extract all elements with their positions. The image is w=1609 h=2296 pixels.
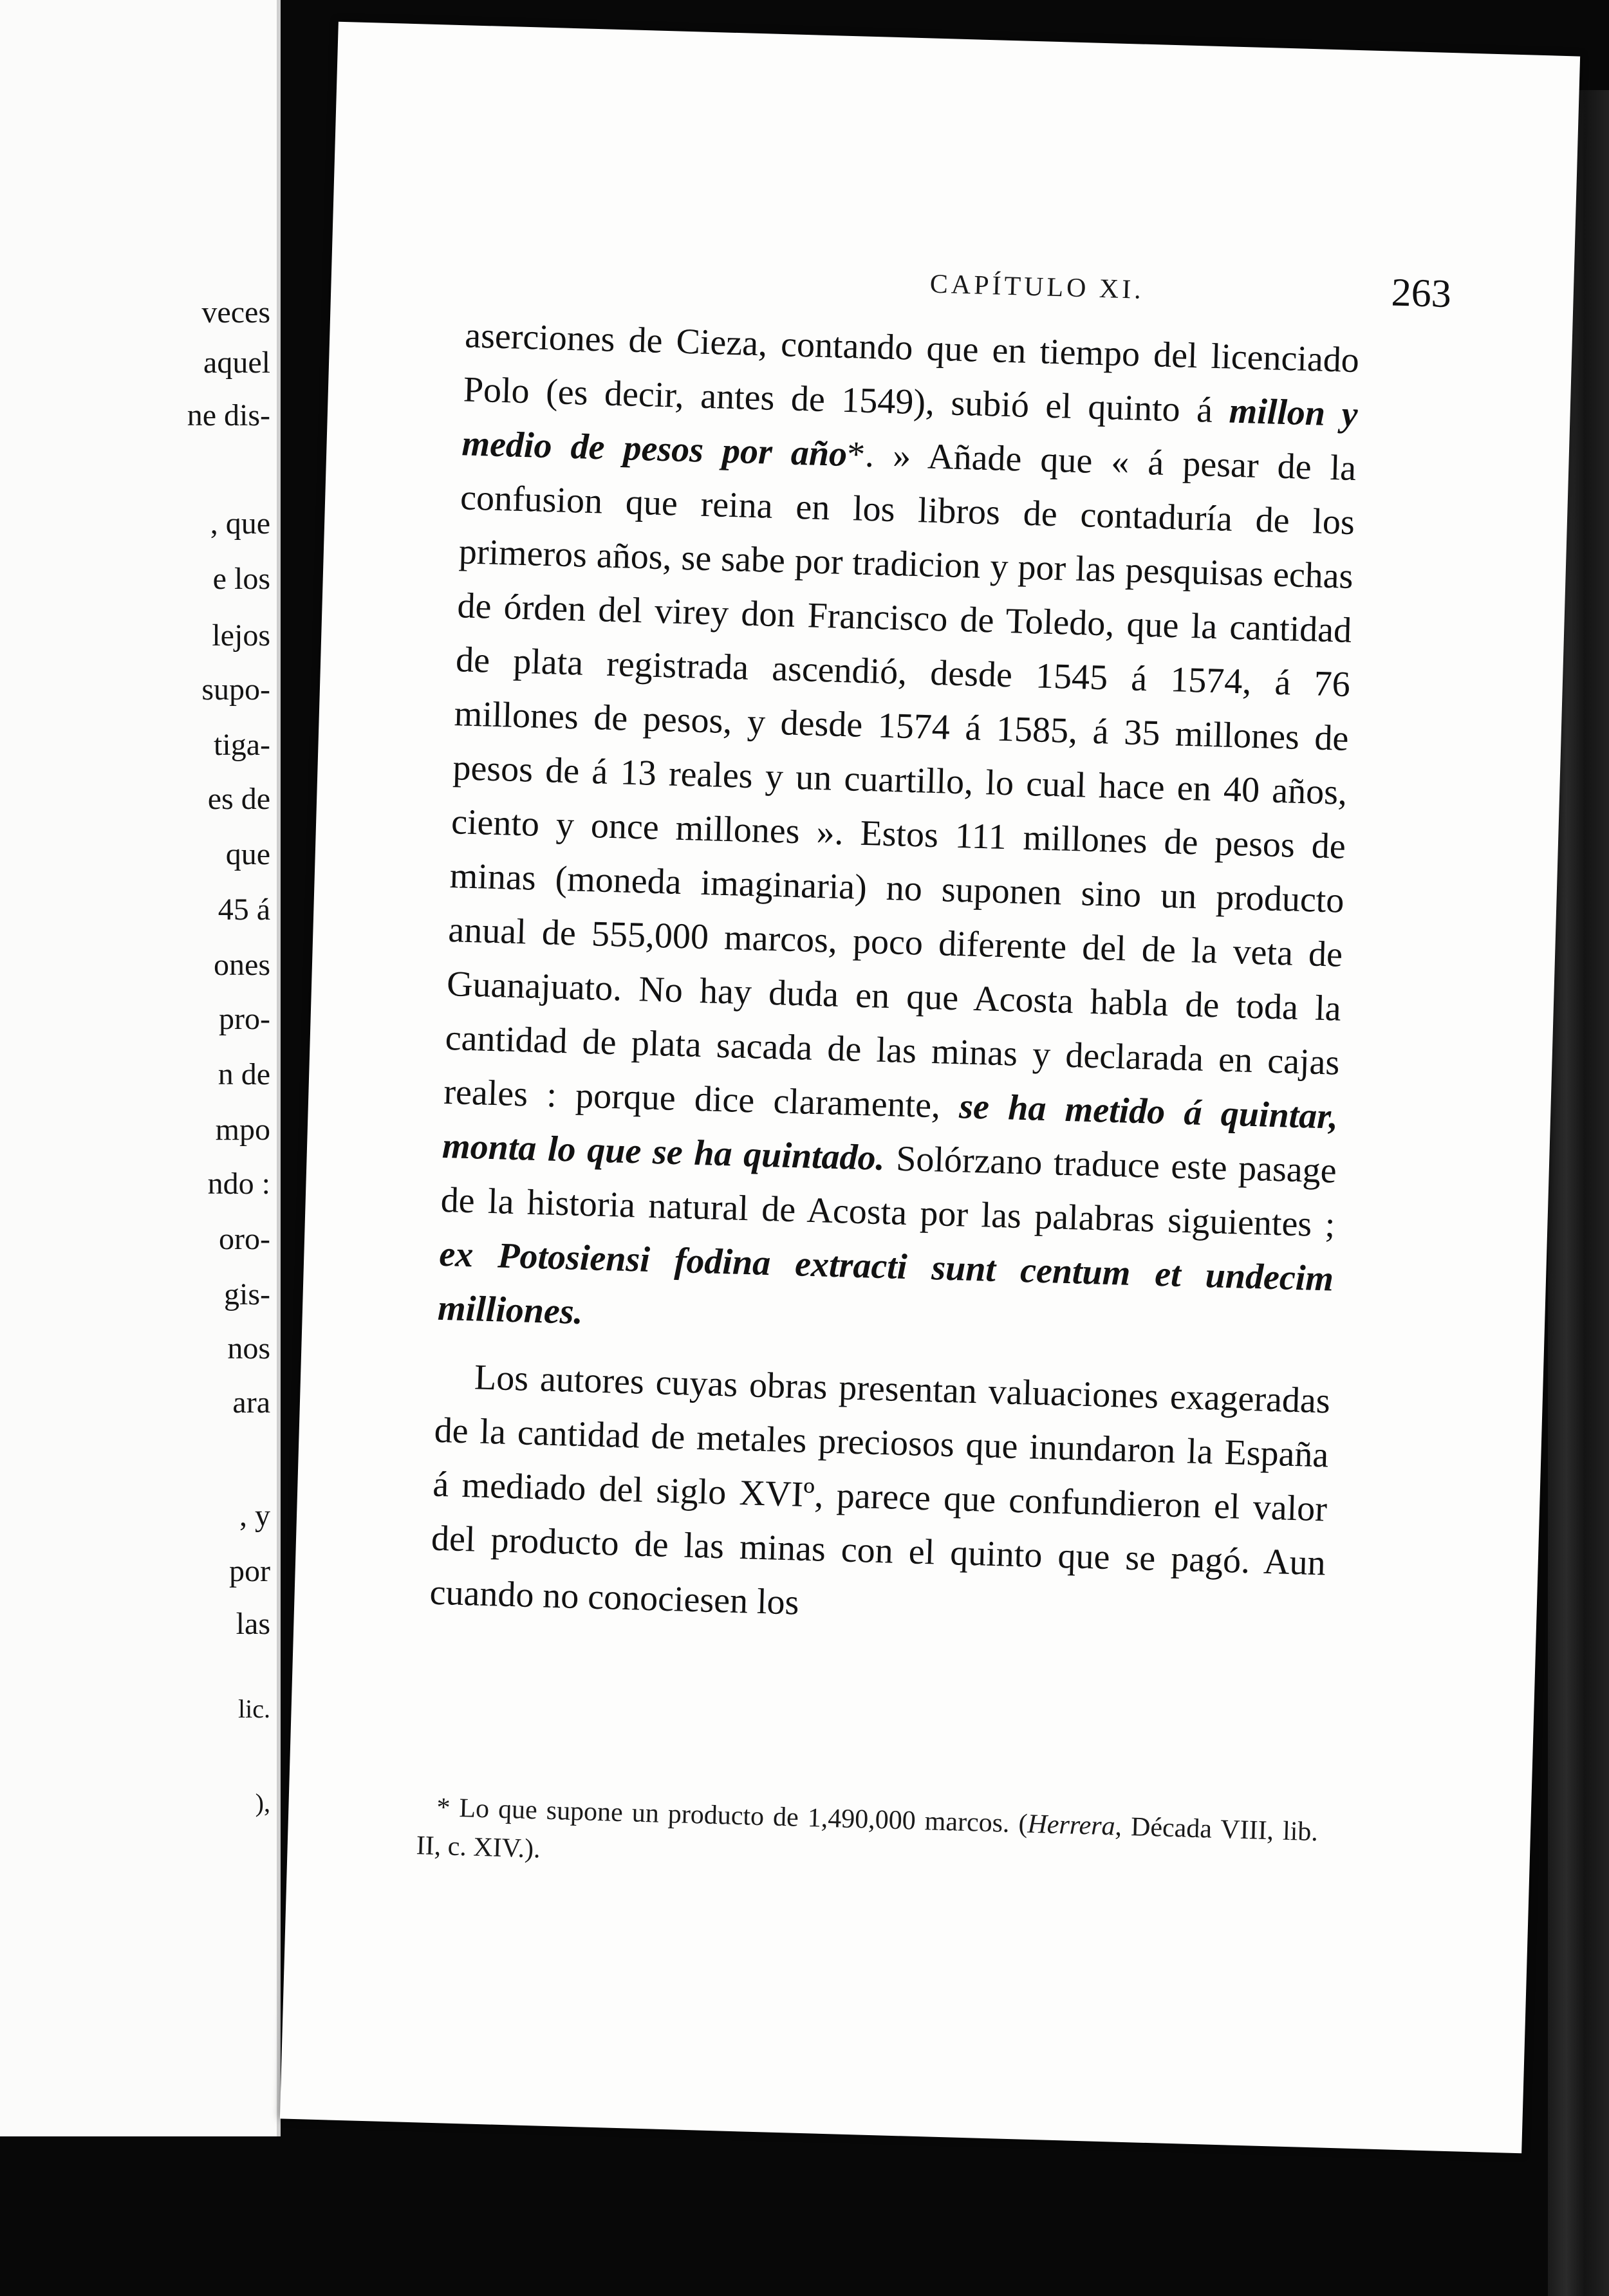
- text-run: * Lo que supone un producto de 1,490,000 marcos. (: [436, 1793, 1028, 1839]
- left-fragment: , y: [239, 1499, 270, 1533]
- italic-phrase: millon y medio de pesos por año: [461, 391, 1359, 475]
- left-fragment: nos: [227, 1331, 270, 1366]
- left-fragment: es de: [207, 782, 270, 816]
- left-fragment: veces: [201, 295, 270, 329]
- page-number: 263: [1390, 270, 1452, 317]
- chapter-title: CAPÍTULO XI.: [929, 269, 1145, 305]
- left-fragment: lic.: [238, 1694, 270, 1723]
- book-page: [280, 22, 1580, 2154]
- body-text: [429, 308, 1360, 1644]
- left-fragment: las: [236, 1607, 270, 1641]
- left-fragment: oro-: [219, 1222, 270, 1256]
- left-fragment: 45 á: [218, 893, 270, 927]
- left-fragment: mpo: [215, 1113, 270, 1147]
- left-fragment: que: [225, 837, 270, 871]
- italic-phrase: se ha metido á quintar, monta lo que se ha quintado.: [442, 1086, 1339, 1179]
- left-fragment: ones: [214, 948, 270, 982]
- text-run: Solórzano traduce este pasage de la historia natural de Acosta por las palabras siguientes ;: [440, 1138, 1337, 1245]
- paragraph-2: Los autores cuyas obras presentan valuaciones exageradas de la cantidad de metales preciosos que inundaron la España á mediado del siglo XVIº, parece que confundieron el valor del producto de las minas con el quinto que se pagó. Aun cuando no conociesen los: [429, 1357, 1331, 1623]
- left-fragment: tiga-: [214, 728, 270, 762]
- left-fragment: , que: [210, 506, 270, 541]
- left-fragment: lejos: [212, 618, 270, 653]
- text-run: , Década VIII, lib. II, c. XIV.).: [416, 1811, 1319, 1864]
- left-fragment: e los: [212, 562, 270, 596]
- footnote-text: [416, 1788, 1319, 1890]
- left-fragment: ),: [255, 1788, 270, 1817]
- text-run: aserciones de Cieza, contando que en tiempo del licenciado Polo (es decir, antes de 1549), subió el quinto á: [463, 315, 1360, 431]
- left-fragment: supo-: [201, 672, 270, 707]
- left-fragment: pro-: [219, 1002, 270, 1036]
- left-fragment: gis-: [224, 1277, 270, 1311]
- left-fragment: por: [229, 1554, 270, 1588]
- italic-phrase: ex Potosiensi fodina extracti sunt centum et undecim milliones.: [437, 1234, 1334, 1333]
- left-fragment: aquel: [203, 346, 270, 380]
- left-fragment: n de: [218, 1057, 270, 1091]
- text-run: *. » Añade que « á pesar de la confusion que reina en los libros de contaduría de los primeros años, se sabe por tradicion y por las pesquisas echas de órden del virey don Francisco de Toledo, que la cantidad de plata registrada ascendió, desde 1545 á 1574, á 76 millones de pesos, y desde 1574 á 1585, á 35 millones de pesos de á 13 reales y un cuartillo, lo cual hace en 40 años, ciento y once millones ». Estos 111 millones de pesos de minas (moneda imaginaria) no suponen sino un producto anual de 555,000 marcos, poco diferente del de la veta de Guanajuato. No hay duda en que Acosta habla de toda la cantidad de plata sacada de las minas y declarada en cajas reales : porque dice claramente,: [443, 434, 1357, 1127]
- left-fragment: ndo :: [207, 1167, 270, 1201]
- left-fragment: ara: [232, 1385, 270, 1420]
- footnote: [416, 1788, 1319, 1890]
- left-page-margin: [0, 0, 281, 2136]
- left-fragment: ne dis-: [187, 398, 270, 432]
- italic-source: Herrera: [1027, 1809, 1116, 1842]
- paragraph-1: [437, 308, 1360, 1360]
